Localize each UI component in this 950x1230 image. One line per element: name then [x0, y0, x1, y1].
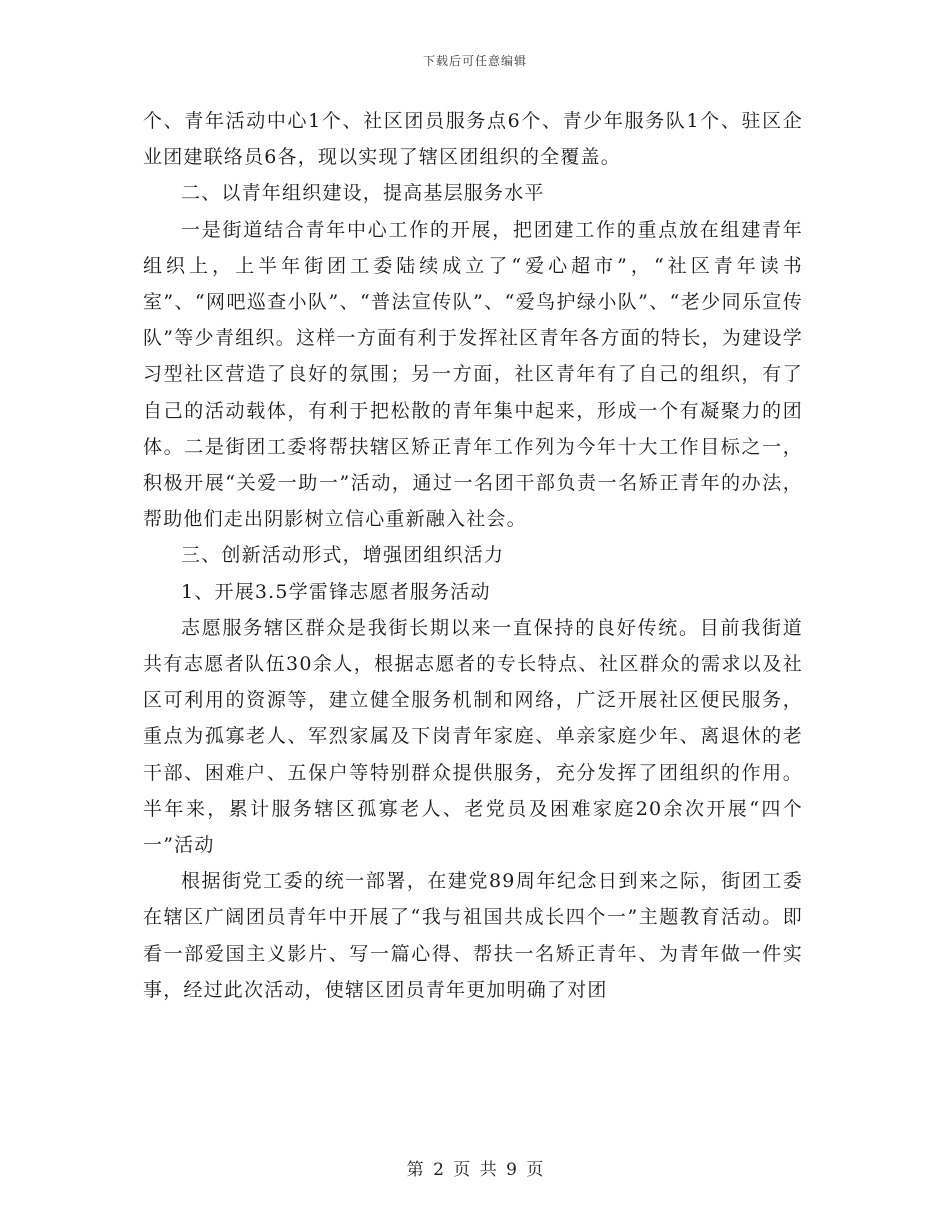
document-body: [143, 103, 803, 1008]
page-header: 下载后可任意编辑: [422, 54, 527, 68]
page-number: 第 2 页 共 9 页: [406, 1160, 544, 1180]
subsection-heading: 1、开展3.5学雷锋志愿者服务活动: [181, 580, 491, 603]
paragraph: 志愿服务辖区群众是我街长期以来一直保持的良好传统。目前我街道共有志愿者队伍30余人，根据志愿者的专长特点、社区群众的需求以及社区可利用的资源等，建立健全服务机制和网络，广泛开展社区便民服务，重点为孤寡老人、军烈家属及下岗青年家庭、单亲家庭少年、离退休的老干部、困难户、五保户等特别群众提供服务，充分发挥了团组织的作用。半年来，累计服务辖区孤寡老人、老党员及困难家庭20余次开展“四个一”活动: [143, 616, 803, 857]
paragraph: 一是街道结合青年中心工作的开展，把团建工作的重点放在组建青年组织上，上半年街团工委陆续成立了“爱心超市”，“社区青年读书室”、“网吧巡查小队”、“普法宣传队”、“爱鸟护绿小队”、“老少同乐宣传队”等少青组织。这样一方面有利于发挥社区青年各方面的特长，为建设学习型社区营造了良好的氛围；另一方面，社区青年有了自己的组织，有了自己的活动载体，有利于把松散的青年集中起来，形成一个有凝聚力的团体。二是街团工委将帮扶辖区矫正青年工作列为今年十大工作目标之一，积极开展“关爱一助一”活动，通过一名团干部负责一名矫正青年的办法，帮助他们走出阴影树立信心重新融入社会。: [143, 218, 803, 531]
paragraph: 根据街党工委的统一部署，在建党89周年纪念日到来之际，街团工委在辖区广阔团员青年中开展了“我与祖国共成长四个一”主题教育活动。即看一部爱国主义影片、写一篇心得、帮扶一名矫正青年、为青年做一件实事，经过此次活动，使辖区团员青年更加明确了对团: [143, 870, 803, 1001]
paragraph: 个、青年活动中心1个、社区团员服务点6个、青少年服务队1个、驻区企业团建联络员6各，现以实现了辖区团组织的全覆盖。: [143, 110, 803, 169]
section-heading: 三、创新活动形式，增强团组织活力: [181, 544, 505, 567]
section-heading: 二、以青年组织建设，提高基层服务水平: [181, 182, 545, 205]
